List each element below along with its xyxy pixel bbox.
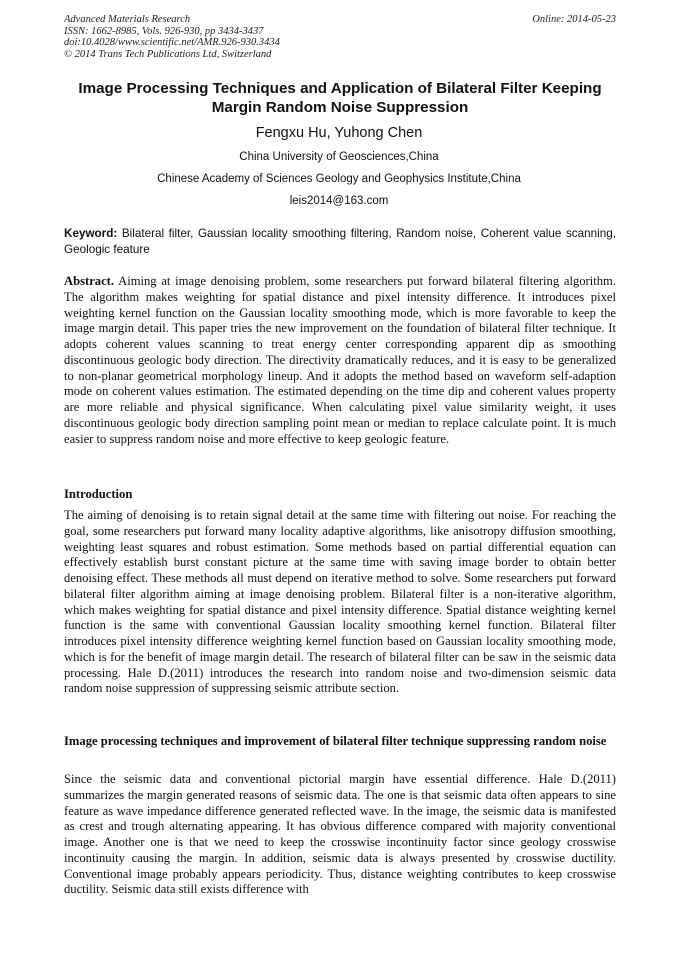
section2-text: Since the seismic data and conventional pictorial margin have essential difference. Hale D.(2011) summarizes the margin generated reasons of seismic data. The one is that seismic data often appears to sine feature as wave impedance difference generated reflected wave. In the image, the seismic data is manifested as crest and trough alternating appearing. It has obvious difference compared with majority conventional image. Another one is that we need to keep the crosswise incontinuity factor since geology crosswise incontinuity causing the margin. In addition, seismic data is always presented by crosswise ductility. Conventional image probably appears periodicity. Thus, distance weighting contributes to keep crosswise ductility. Seismic data still exists difference with <box>64 772 616 897</box>
keywords <box>64 226 616 257</box>
issn-line: ISSN: 1662-8985, Vols. 926-930, pp 3434-3437 <box>64 25 264 37</box>
online-date: Online: 2014-05-23 <box>532 14 616 25</box>
abstract-text: Aiming at image denoising problem, some researchers put forward bilateral filtering algorithm. The algorithm makes weighting for spatial distance and pixel intensity difference. It introduces pixel weighting kernel function on the Gaussian locality smoothing mode, which is more favorable to keep the image margin detail. This paper tries the new improvement on the foundation of bilateral filter technique. It adopts coherent values scanning to treat energy center corresponding apparent dip as smoothing discontinuous geologic body direction. The directivity dramatically reduces, and it is easy to be generalized to non-planar geometrical morphology lineup. And it adopts the method based on waveform self-adaption mode on coherent values estimation. The estimated depending on the time dip and coherent values property are more reliable and physical significance. When calculating pixel value similarity weight, it uses discontinuous geologic body direction sampling point mean or median to replace calculate point. It is much easier to suppress random noise and more effective to keep geologic feature. <box>64 274 616 446</box>
introduction-text: The aiming of denoising is to retain signal detail at the same time with filtering out noise. For reaching the goal, some researchers put forward many locality adaptive algorithms, like anisotropy diffusion smoothing, weighting least squares and robust estimation. Some methods based on partial differential equation can effectively establish burst constant picture at the same time with saving image border to obtain better denoising effect. These methods all must depend on iterative method to solve. Some researchers put forward bilateral filter algorithm aiming at image denoising problem. Bilateral filter is a non-iterative algorithm, which makes weighting for spatial distance and pixel intensity difference. Spatial distance weighting kernel function is the same with conventional Gaussian locality smoothing kernel function. Bilateral filter introduces pixel intensity difference weighting kernel function based on Gaussian locality smoothing mode, which is for the benefit of image margin detail. The research of bilateral filter can be saw in the seismic data processing. Hale D.(2011) introduces the research into random noise and two-dimension seismic data random noise suppression of suppressing seismic attribute section. <box>64 508 616 696</box>
journal-header <box>64 14 616 60</box>
abstract <box>64 274 616 447</box>
keywords-text: Bilateral filter, Gaussian locality smoothing filtering, Random noise, Coherent value scanning, Geologic feature <box>64 227 616 256</box>
section2-heading: Image processing techniques and improvement of bilateral filter technique suppressing random noise <box>64 734 607 748</box>
affiliation-1: China University of Geosciences,China <box>239 151 439 163</box>
introduction-heading: Introduction <box>64 487 133 501</box>
doi-line: doi:10.4028/www.scientific.net/AMR.926-930.3434 <box>64 37 280 49</box>
affiliation-2: Chinese Academy of Sciences Geology and Geophysics Institute,China <box>157 173 521 185</box>
copyright-line: © 2014 Trans Tech Publications Ltd, Switzerland <box>64 48 272 60</box>
author-email: leis2014@163.com <box>289 195 389 207</box>
journal-name: Advanced Materials Research <box>64 14 191 25</box>
paper-title: Image Processing Techniques and Application of Bilateral Filter Keeping Margin Random Noise Suppression <box>78 80 602 116</box>
authors: Fengxu Hu, Yuhong Chen <box>255 125 423 141</box>
keywords-label: Keyword: <box>64 227 118 240</box>
abstract-label: Abstract. <box>64 274 115 288</box>
